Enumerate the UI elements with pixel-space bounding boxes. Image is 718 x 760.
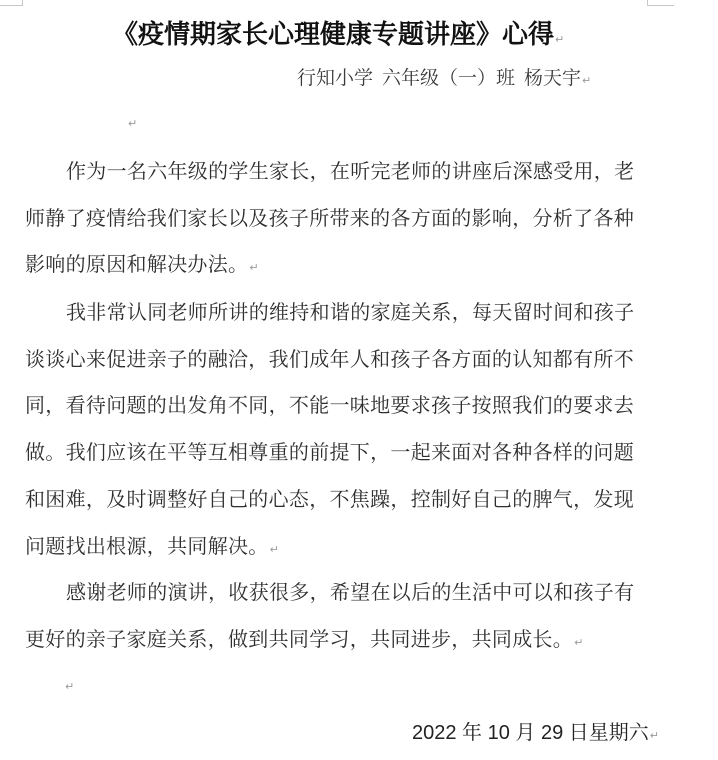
paragraph-line: 影响的原因和解决办法。 xyxy=(25,252,249,277)
document-date[interactable] xyxy=(412,717,659,752)
byline-school: 行知小学 xyxy=(297,67,374,89)
empty-paragraph[interactable] xyxy=(128,117,137,130)
paragraph-mark-icon: ↵ xyxy=(555,33,565,46)
byline[interactable] xyxy=(297,64,591,95)
empty-paragraph[interactable] xyxy=(65,680,74,693)
paragraph-line: 谈谈心来促进亲子的融洽，我们成年人和孩子各方面的认知都有所不 xyxy=(25,346,634,371)
byline-author: 杨天宇 xyxy=(524,67,582,89)
document-title-text: 《疫情期家长心理健康专题讲座》心得 xyxy=(112,20,555,50)
paragraph-line: 同，看待问题的出发角不同，不能一味地要求孩子按照我们的要求去 xyxy=(25,393,634,418)
page-corner-mark-top-right xyxy=(647,0,674,6)
page-corner-mark-top-left xyxy=(0,0,23,6)
paragraph-line: 问题找出根源，共同解决。 xyxy=(25,533,269,558)
paragraph-2[interactable] xyxy=(25,289,649,573)
paragraph-line: 我非常认同老师所讲的维持和谐的家庭关系，每天留时间和孩子 xyxy=(66,300,635,324)
date-text: 2022 年 10 月 29 日星期六 xyxy=(412,722,649,744)
paragraph-line: 师静了疫情给我们家长以及孩子所带来的各方面的影响，分析了各种 xyxy=(25,205,634,230)
paragraph-mark-icon: ↵ xyxy=(574,635,584,649)
paragraph-line: 更好的亲子家庭关系，做到共同学习，共同进步，共同成长。 xyxy=(25,626,574,651)
paragraph-line: 做。我们应该在平等互相尊重的前提下，一起来面对各种各样的问题 xyxy=(25,440,634,465)
paragraph-line: 感谢老师的演讲，收获很多，希望在以后的生活中可以和孩子有 xyxy=(66,580,635,604)
paragraph-mark-icon: ↵ xyxy=(65,680,75,693)
document-title[interactable] xyxy=(112,17,564,58)
paragraph-mark-icon: ↵ xyxy=(649,729,659,742)
paragraph-mark-icon: ↵ xyxy=(128,117,138,130)
paragraph-1[interactable] xyxy=(25,148,649,292)
paragraph-line: 作为一名六年级的学生家长，在听完老师的讲座后深感受用，老 xyxy=(66,159,635,183)
paragraph-3[interactable] xyxy=(25,569,649,666)
byline-class: 六年级（一）班 xyxy=(382,67,516,89)
paragraph-mark-icon: ↵ xyxy=(249,261,259,275)
paragraph-mark-icon: ↵ xyxy=(582,74,592,87)
paragraph-mark-icon: ↵ xyxy=(269,542,280,556)
paragraph-line: 和困难，及时调整好自己的心态，不焦躁，控制好自己的脾气，发现 xyxy=(25,486,634,511)
